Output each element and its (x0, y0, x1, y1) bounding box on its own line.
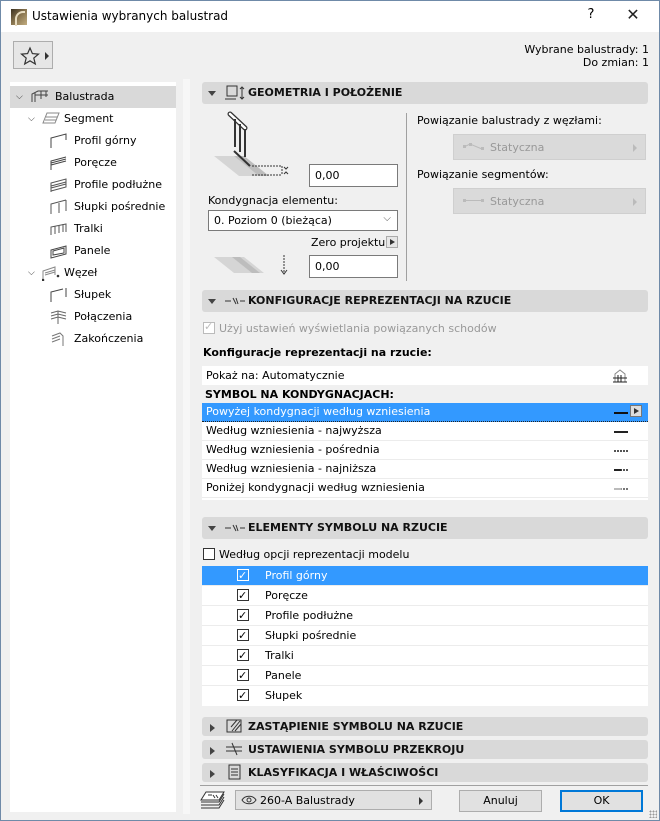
row-label: Poniżej kondygnacji według wzniesienia (206, 481, 425, 494)
light-break-line-icon (614, 488, 628, 490)
section-title: ZASTĄPIENIE SYMBOLU NA RZUCIE (248, 720, 464, 733)
node-icon (42, 265, 62, 281)
tree-item-label: Słupek (74, 288, 112, 301)
element-checkbox[interactable] (237, 689, 249, 701)
element-label: Tralki (265, 649, 294, 662)
symbol-header: SYMBOL NA KONDYGNACJACH: (205, 388, 394, 401)
use-stair-settings-label: Użyj ustawień wyświetlania powiązanych schodów (219, 322, 497, 335)
collapse-arrow-icon (208, 91, 216, 96)
tree-item-porecze[interactable] (10, 152, 176, 174)
chevron-down-icon[interactable]: ⌵ (16, 92, 23, 102)
eye-icon (241, 795, 257, 805)
solid-line-icon (614, 412, 628, 414)
reference-menu-button[interactable] (386, 236, 398, 248)
node-link-dropdown[interactable] (453, 134, 646, 160)
element-checkbox[interactable] (237, 669, 249, 681)
row-label: Według wzniesienia - pośrednia (206, 443, 380, 456)
dropdown-arrow-icon (633, 198, 637, 206)
favorites-button[interactable] (13, 41, 53, 69)
dropdown-arrow-icon (633, 144, 637, 152)
segment-link-dropdown[interactable] (453, 188, 646, 214)
section-classification-header[interactable] (202, 763, 648, 782)
element-checkbox[interactable] (237, 569, 249, 581)
floor-plan-house-icon (612, 368, 628, 384)
symbol-menu-button[interactable] (630, 405, 642, 417)
expand-arrow-icon (210, 747, 215, 755)
segment-link-icon (462, 197, 488, 205)
tree-item-label: Tralki (74, 222, 103, 235)
endings-icon (50, 331, 68, 347)
config-label: Konfiguracje reprezentacji na rzucie: (203, 346, 432, 359)
document-icon (224, 764, 246, 780)
tree-item-wezel[interactable] (10, 262, 176, 284)
list-row[interactable] (202, 586, 648, 606)
tree-item-label: Zakończenia (74, 332, 144, 345)
ok-button[interactable]: OK (560, 790, 643, 812)
top-offset-input[interactable]: 0,00 (309, 164, 398, 187)
element-label: Profil górny (265, 569, 328, 582)
segment-icon (42, 111, 60, 125)
layer-value: 260-A Balustrady (260, 794, 355, 807)
story-select[interactable] (208, 210, 398, 231)
section-title: ELEMENTY SYMBOLU NA RZUCIE (248, 521, 448, 534)
section-symbol-icon (224, 741, 246, 757)
app-logo-icon (11, 9, 27, 25)
tree-item-balustrada[interactable] (10, 86, 176, 108)
reference-level-diagram-icon (214, 253, 294, 281)
symbol-override-icon (224, 718, 246, 734)
section-title: USTAWIENIA SYMBOLU PRZEKROJU (248, 743, 465, 756)
tree-item-label: Poręcze (74, 156, 117, 169)
tree-item-profile-podluzne[interactable] (10, 174, 176, 196)
dashed-break-line-icon (614, 450, 628, 452)
tree-item-label: Panele (74, 244, 111, 257)
close-button[interactable]: ✕ (626, 5, 640, 24)
tree-item-label: Balustrada (55, 90, 115, 103)
reference-label: Zero projektu (311, 236, 386, 249)
vertical-divider (406, 113, 407, 281)
node-link-icon (462, 142, 488, 152)
element-label: Poręcze (265, 589, 308, 602)
selected-count: Wybrane balustrady: 1 (524, 43, 649, 56)
star-icon (20, 46, 40, 66)
element-label: Profile podłużne (265, 609, 354, 622)
element-checkbox[interactable] (237, 589, 249, 601)
handrail-icon (50, 155, 68, 171)
by-model-label: Według opcji reprezentacji modelu (219, 548, 410, 561)
story-label: Kondygnacja elementu: (208, 194, 338, 207)
node-link-label: Powiązanie balustrady z węzłami: (417, 114, 602, 127)
tree-item-polaczenia[interactable] (10, 306, 176, 328)
footer-divider (200, 785, 648, 786)
list-row[interactable] (202, 479, 648, 498)
tree-item-zakonczenia[interactable] (10, 328, 176, 350)
show-on-label: Pokaż na: Automatycznie (206, 369, 345, 382)
section-geometry-header[interactable] (202, 82, 648, 104)
list-row[interactable] (202, 566, 648, 586)
node-link-value: Statyczna (490, 141, 545, 154)
symbol-elements-list[interactable] (202, 566, 648, 706)
railing-height-diagram-icon (214, 111, 294, 186)
tree-item-segment[interactable] (10, 108, 176, 130)
dropdown-arrow-icon (419, 797, 423, 805)
section-symbol-override-header[interactable] (202, 717, 648, 736)
geometry-icon (224, 85, 246, 101)
expand-arrow-icon (210, 724, 215, 732)
panel-scrollbar[interactable] (183, 79, 190, 814)
list-row[interactable] (202, 606, 648, 626)
expand-arrow-icon (210, 770, 215, 778)
panel-icon (50, 243, 68, 259)
segment-link-value: Statyczna (490, 195, 545, 208)
list-row[interactable] (202, 422, 648, 441)
element-checkbox[interactable] (237, 609, 249, 621)
story-select-value: 0. Poziom 0 (bieżąca) (214, 214, 332, 227)
chevron-down-icon[interactable]: ⌵ (28, 114, 35, 124)
tree-item-label: Słupki pośrednie (74, 200, 166, 213)
by-model-checkbox[interactable] (203, 548, 215, 560)
list-row[interactable] (202, 403, 648, 422)
list-row[interactable] (202, 666, 648, 686)
selection-info (524, 43, 649, 69)
list-row[interactable] (202, 460, 648, 479)
collapse-arrow-icon (208, 299, 216, 304)
section-section-symbol-header[interactable] (202, 740, 648, 759)
section-symbol-elements-header[interactable] (202, 517, 648, 539)
tree-item-label: Połączenia (74, 310, 133, 323)
rails-icon (50, 177, 68, 193)
row-label: Według wzniesienia - najniższa (206, 462, 377, 475)
layers-icon (200, 790, 226, 810)
tree-item-label: Profil górny (74, 134, 137, 147)
element-label: Słupek (265, 689, 303, 702)
solid-line-icon (614, 431, 628, 433)
to-change-count: Do zmian: 1 (582, 56, 649, 69)
list-row[interactable] (202, 686, 648, 706)
tree-item-slupek[interactable] (10, 284, 176, 306)
chevron-down-icon[interactable]: ⌵ (28, 268, 35, 278)
help-button[interactable]: ? (587, 7, 595, 22)
top-rail-icon (50, 133, 68, 149)
collapse-arrow-icon (208, 526, 216, 531)
section-title: KLASYFIKACJA I WŁAŚCIWOŚCI (248, 766, 439, 779)
tree-item-label: Profile podłużne (74, 178, 163, 191)
tree-item-slupki-posrednie[interactable] (10, 196, 176, 218)
element-checkbox[interactable] (237, 649, 249, 661)
inner-post-icon (50, 199, 68, 215)
dropdown-arrow-icon (45, 52, 49, 60)
row-label: Powyżej kondygnacji według wzniesienia (206, 405, 431, 418)
element-label: Panele (265, 669, 302, 682)
element-checkbox[interactable] (237, 629, 249, 641)
list-row[interactable] (202, 646, 648, 666)
chevron-down-icon: ⌵ (383, 213, 391, 224)
section-floorplan-config-header[interactable] (202, 290, 648, 312)
element-label: Słupki pośrednie (265, 629, 357, 642)
cancel-button[interactable]: Anuluj (459, 790, 542, 812)
baluster-icon (50, 221, 68, 237)
layer-dropdown[interactable] (235, 790, 432, 810)
solid-break-line-icon (614, 469, 628, 471)
tree-item-label: Segment (64, 112, 114, 125)
floorplan-symbol-icon (224, 520, 246, 536)
floorplan-symbol-icon (224, 293, 246, 309)
list-row[interactable] (202, 626, 648, 646)
use-stair-settings-checkbox[interactable] (203, 322, 215, 334)
settings-tree (10, 82, 176, 812)
segment-link-label: Powiązanie segmentów: (417, 168, 549, 181)
list-row[interactable] (202, 441, 648, 460)
reference-offset-input[interactable]: 0,00 (309, 255, 398, 278)
tree-item-profil-gorny[interactable] (10, 130, 176, 152)
row-label: Według wzniesienia - najwyższa (206, 424, 382, 437)
story-symbol-list[interactable] (202, 403, 648, 500)
post-icon (50, 287, 68, 303)
section-title: KONFIGURACJE REPREZENTACJI NA RZUCIE (248, 294, 512, 307)
title-bar (1, 1, 659, 32)
window-title: Ustawienia wybranych balustrad (32, 9, 229, 23)
resize-grip[interactable] (649, 810, 657, 818)
show-on-row[interactable] (202, 366, 648, 385)
railing-icon (31, 89, 49, 103)
tree-item-tralki[interactable] (10, 218, 176, 240)
tree-item-label: Węzeł (64, 266, 98, 279)
tree-item-panele[interactable] (10, 240, 176, 262)
connections-icon (50, 309, 68, 325)
section-title: GEOMETRIA I POŁOŻENIE (248, 86, 403, 99)
